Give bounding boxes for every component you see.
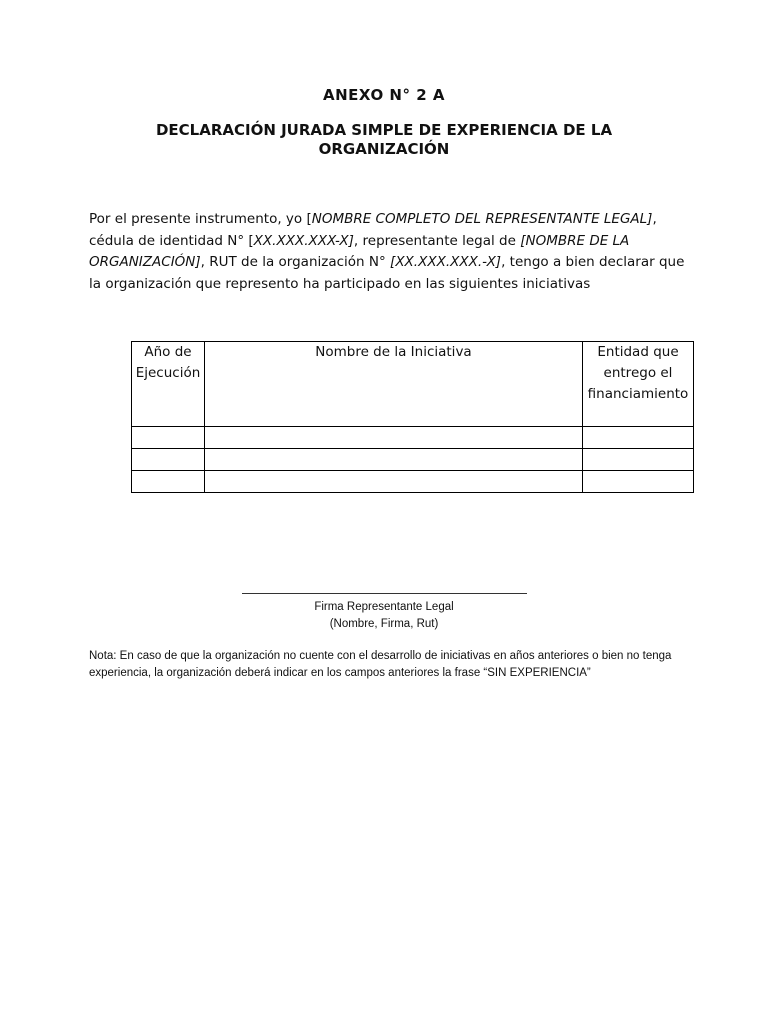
table-cell-initiative[interactable] <box>204 427 582 449</box>
column-header-year: Año de Ejecución <box>132 342 205 427</box>
annex-title: ANEXO N° 2 A <box>323 86 445 104</box>
id-number-placeholder: XX.XXX.XXX-X] <box>253 232 354 249</box>
signature-label: Firma Representante Legal <box>314 601 454 613</box>
signature-sublabel: (Nombre, Firma, Rut) <box>329 618 439 630</box>
initiatives-table <box>131 341 694 493</box>
table-row <box>132 449 694 471</box>
paragraph-text: , tengo a bien declarar que la organización que represento ha participado en las siguientes iniciativas <box>89 254 685 292</box>
table-cell-year[interactable] <box>132 427 205 449</box>
paragraph-text: , representante legal de <box>353 232 521 249</box>
representative-name-placeholder: NOMBRE COMPLETO DEL REPRESENTANTE LEGAL] <box>311 211 653 227</box>
table-cell-initiative[interactable] <box>204 471 582 493</box>
table-cell-funding-entity[interactable] <box>582 449 693 471</box>
signature-line <box>242 593 527 594</box>
paragraph-text: Por el presente instrumento, yo [ <box>89 211 312 227</box>
column-header-funding-entity: Entidad que entrego el financiamiento <box>582 342 693 427</box>
table-cell-funding-entity[interactable] <box>582 427 693 449</box>
footnote: Nota: En caso de que la organización no cuente con el desarrollo de iniciativas en años anteriores o bien no tenga experiencia, la organización deberá indicar en los campos anteriores la frase “SIN EXPERIENCIA” <box>89 650 672 679</box>
rut-placeholder: [XX.XXX.XXX.-X] <box>390 254 502 270</box>
document-title: DECLARACIÓN JURADA SIMPLE DE EXPERIENCIA DE LA ORGANIZACIÓN <box>155 121 613 158</box>
table-cell-year[interactable] <box>132 449 205 471</box>
table-cell-year[interactable] <box>132 471 205 493</box>
organization-name-placeholder: [NOMBRE DE LA ORGANIZACIÓN] <box>89 232 630 270</box>
table-cell-initiative[interactable] <box>204 449 582 471</box>
column-header-initiative: Nombre de la Iniciativa <box>204 342 582 427</box>
table-header-row <box>132 342 694 427</box>
table-row <box>132 471 694 493</box>
table-cell-funding-entity[interactable] <box>582 471 693 493</box>
table-row <box>132 427 694 449</box>
declaration-paragraph <box>89 209 689 295</box>
paragraph-text: , cédula de identidad N° [ <box>89 211 657 249</box>
paragraph-text: , RUT de la organización N° <box>200 254 391 270</box>
